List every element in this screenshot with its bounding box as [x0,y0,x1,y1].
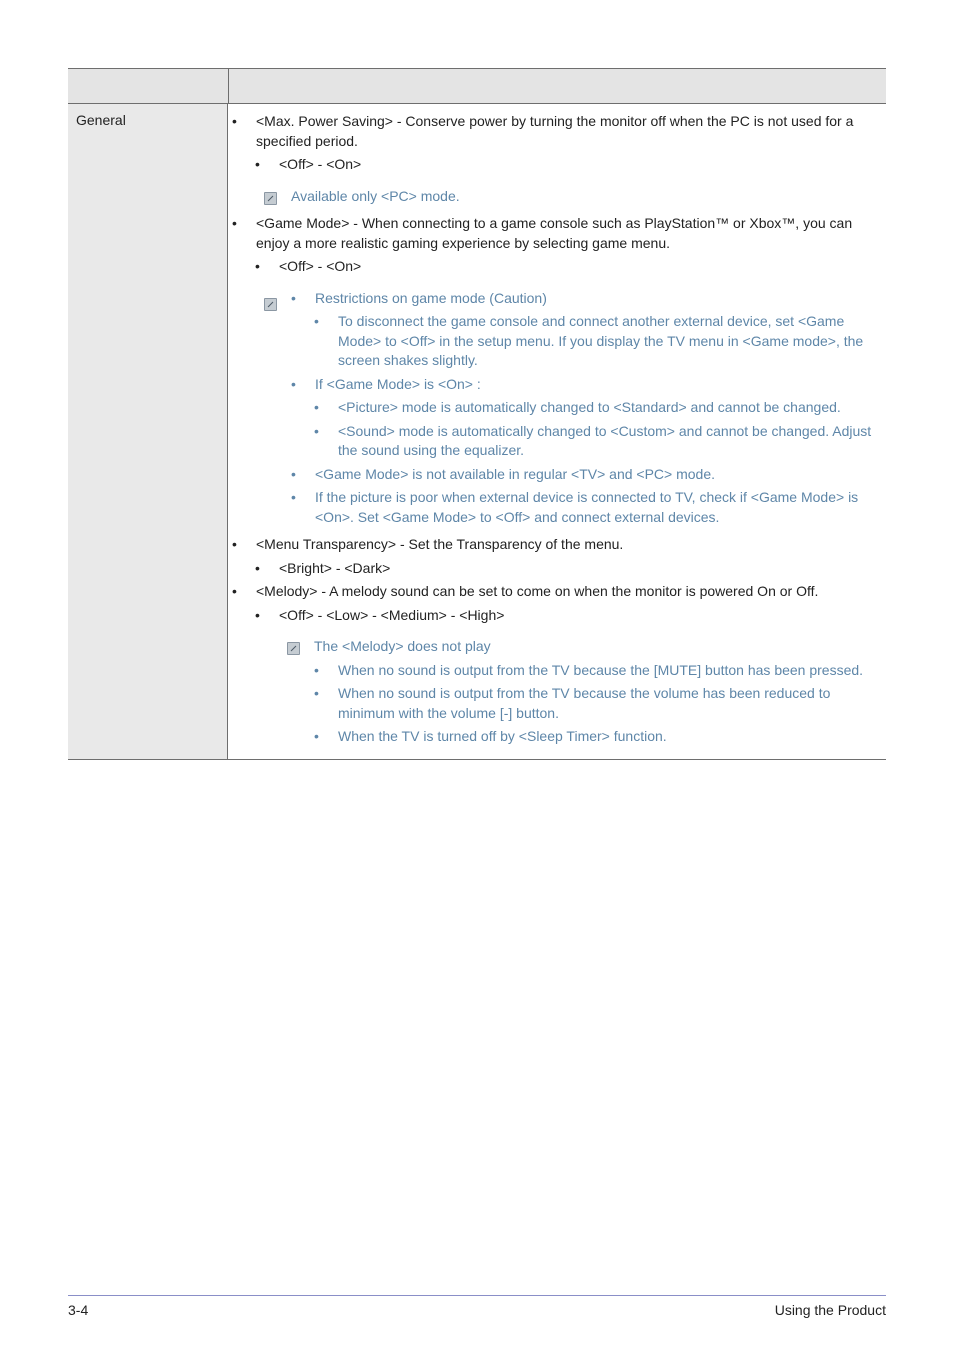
note-icon [287,642,300,655]
item-game-mode: • <Game Mode> - When connecting to a game console such as PlayStation™ or Xbox™, you can enjoy a more realistic gaming experience by selecting game menu. [232,214,880,253]
note-list-item: • <Game Mode> is not available in regular <TV> and <PC> mode. [291,465,880,485]
note-list-item: • Restrictions on game mode (Caution) [291,289,880,309]
note-list-item: • When the TV is turned off by <Sleep Timer> function. [314,727,880,747]
table-row [68,104,886,759]
note-list-item: • <Sound> mode is automatically changed to <Custom> and cannot be changed. Adjust the sound using the equalizer. [314,422,880,461]
row-label: General [68,104,228,759]
note-icon [264,192,277,205]
note-text: The <Melody> does not play [314,638,491,654]
note-list-item: • When no sound is output from the TV because the [MUTE] button has been pressed. [314,661,880,681]
table-header [68,69,886,104]
item-melody: • <Melody> - A melody sound can be set to come on when the monitor is powered On or Off. [232,582,880,602]
note-game-mode [232,289,880,528]
option-max-power-saving: • <Off> - <On> [255,155,880,175]
settings-table [68,68,886,760]
note-list-item: • <Picture> mode is automatically changed to <Standard> and cannot be changed. [314,398,880,418]
note-list-item: • If the picture is poor when external device is connected to TV, check if <Game Mode> is <On>. Set <Game Mode> to <Off> and connect external devices. [291,488,880,527]
option-game-mode: • <Off> - <On> [255,257,880,277]
note-melody [232,637,880,657]
note-melody-list [232,661,880,747]
footer-divider [68,1295,886,1296]
header-cell-right [229,69,886,103]
note-text: Available only <PC> mode. [291,187,460,204]
note-icon [264,298,277,311]
note-list-item: • When no sound is output from the TV because the volume has been reduced to minimum with the volume [-] button. [314,684,880,723]
note-list-item: • If <Game Mode> is <On> : [291,375,880,395]
option-melody: • <Off> - <Low> - <Medium> - <High> [255,606,880,626]
header-cell-left [68,69,229,103]
row-content [228,104,886,759]
note-list-item: • To disconnect the game console and connect another external device, set <Game Mode> to <Off> in the setup menu. If you display the TV menu in <Game mode>, the screen shakes slightly. [314,312,880,371]
item-menu-transparency: • <Menu Transparency> - Set the Transparency of the menu. [232,535,880,555]
section-title: Using the Product [774,1302,886,1318]
option-menu-transparency: • <Bright> - <Dark> [255,559,880,579]
page-number: 3-4 [68,1302,89,1318]
item-max-power-saving: • <Max. Power Saving> - Conserve power by turning the monitor off when the PC is not used for a specified period. [232,112,880,151]
note-max-power-saving [232,187,880,207]
